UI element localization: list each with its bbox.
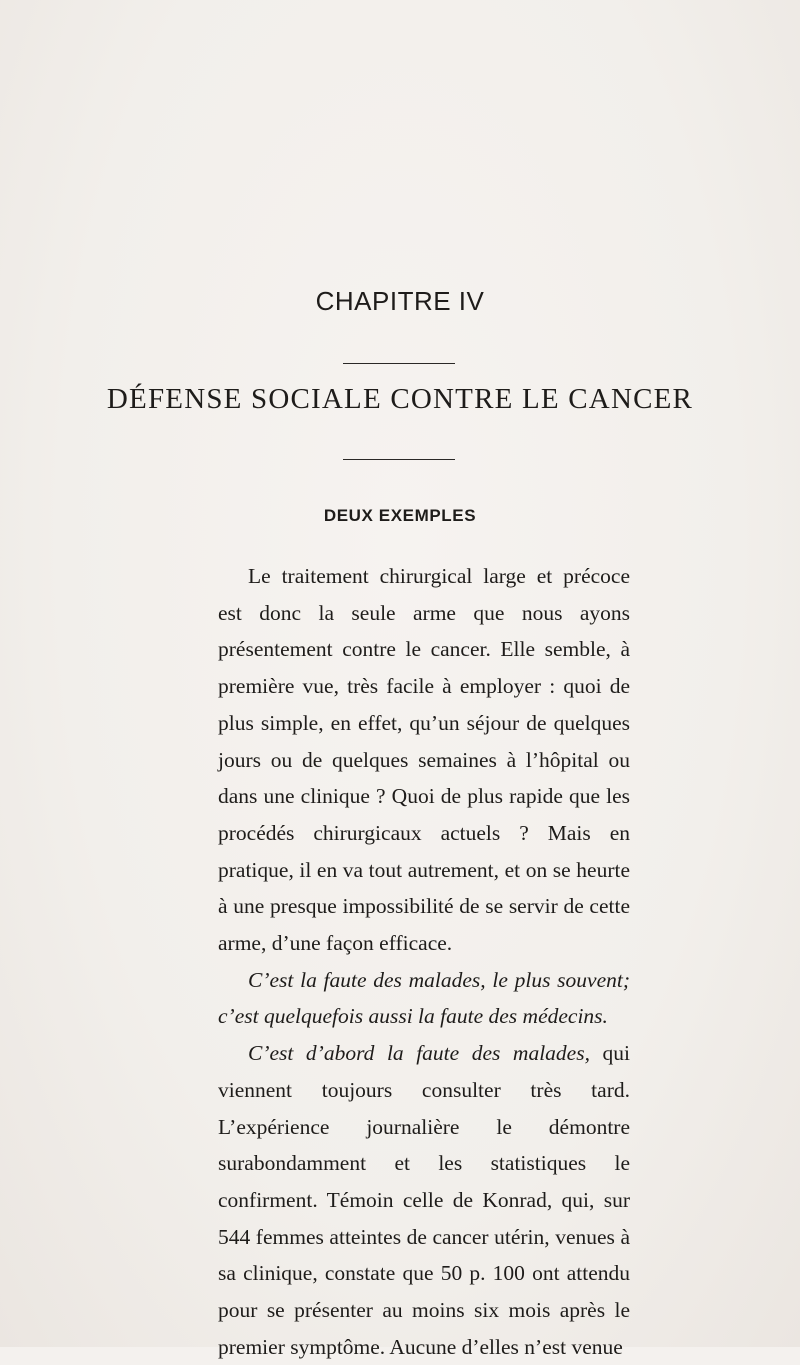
- chapter-heading: CHAPITRE IV: [315, 286, 485, 316]
- paragraph-3-text: qui viennent toujours consulter très tard. L’expérience journalière le démontre surabondamment et les statistiques le confirment. Témoin celle de Konrad, qui, sur 544 femmes atteintes de cancer utérin, venues à sa clinique, constate que 50 p. 100 ont attendu pour se présenter au moins six mois après le premier symptôme. Aucune d’elles n’est venue: [218, 1041, 630, 1359]
- paragraph-1: Le traitement chirurgical large et précoce est donc la seule arme que nous ayons présentement contre le cancer. Elle semble, à première vue, très facile à employer : quoi de plus simple, en effet, qu’un séjour de quelques jours ou de quelques semaines à l’hôpital ou dans une clinique ? Quoi de plus rapide que les procédés chirurgicaux actuels ? Mais en pratique, il en va tout autrement, et on se heurte à une presque impossibilité de se servir de cette arme, d’une façon efficace.: [218, 564, 630, 956]
- body-text: [218, 558, 630, 1365]
- paragraph-2: C’est la faute des malades, le plus souvent; c’est quelquefois aussi la faute des médecins.: [218, 967, 630, 1029]
- section-heading: DEUX EXEMPLES: [323, 506, 477, 525]
- chapter-title: DÉFENSE SOCIALE CONTRE LE CANCER: [106, 383, 694, 415]
- paragraph-3: [218, 1035, 630, 1365]
- divider-rule-top: [343, 363, 455, 364]
- divider-rule-bottom: [343, 459, 455, 460]
- paragraph-3-italic: C’est d’abord la faute des malades,: [248, 1041, 590, 1066]
